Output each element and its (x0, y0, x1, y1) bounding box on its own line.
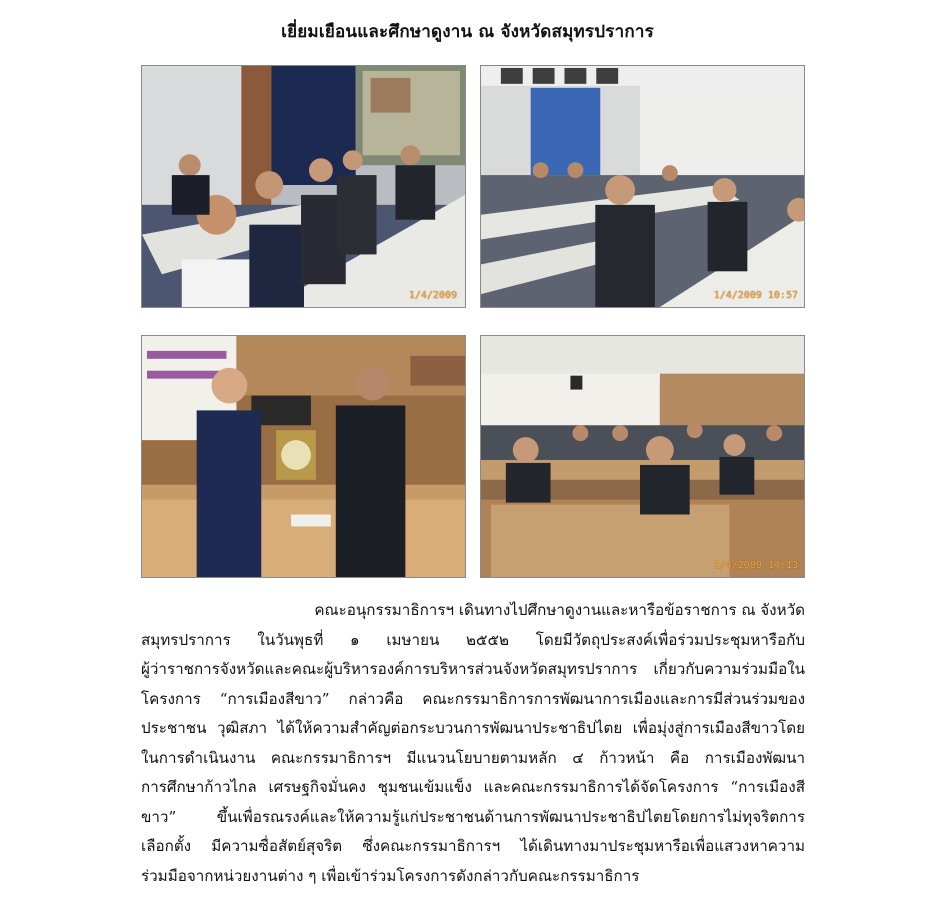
body-line: ผู้ว่าราชการจังหวัดและคณะผู้บริหารองค์การบริหารส่วนจังหวัดสมุทรปราการ เกี่ยวกับความร่วมมือใน (141, 660, 805, 678)
photo-date-stamp: 1/4/2009 14:13 (713, 560, 798, 571)
photo-date-stamp: 1/4/2009 10:57 (713, 290, 798, 301)
body-line: ขาว” ขึ้นเพื่อรณรงค์และให้ความรู้แก่ประชาชนด้านการพัฒนาประชาธิปไตยโดยการไม่ทุจริตการ (141, 807, 805, 826)
page-title: เยี่ยมเยือนและศึกษาดูงาน ณ จังหวัดสมุทรปราการ (281, 22, 654, 42)
meeting-photo-2-image (481, 66, 804, 307)
photo-date-stamp: 1/4/2009 (408, 290, 457, 301)
meeting-photo-2 (480, 65, 805, 308)
meeting-photo-4-image (481, 336, 804, 577)
body-paragraph (141, 596, 805, 891)
body-line: ในการดำเนินงาน คณะกรรมาธิการฯ มีแนวนโยบายตามหลัก ๔ ก้าวหน้า คือ การเมืองพัฒนา (141, 748, 805, 767)
body-line: โครงการ “การเมืองสีขาว” กล่าวคือ คณะกรรมาธิการการพัฒนาการเมืองและการมีส่วนร่วมของ (141, 689, 805, 708)
body-line: คณะอนุกรรมาธิการฯ เดินทางไปศึกษาดูงานและหารือข้อราชการ ณ จังหวัด (314, 601, 805, 619)
meeting-photo-4 (480, 335, 805, 578)
meeting-photo-3-image (142, 336, 465, 577)
body-line: สมุทรปราการ ในวันพุธที่ ๑ เมษายน ๒๕๕๒ โดยมีวัตถุประสงค์เพื่อร่วมประชุมหารือกับ (141, 630, 805, 649)
body-line: เลือกตั้ง มีความซื่อสัตย์สุจริต ซึ่งคณะกรรมาธิการฯ ได้เดินทางมาประชุมหารือเพื่อแสวงหาความ (141, 837, 805, 855)
body-line: ร่วมมือจากหน่วยงานต่าง ๆ เพื่อเข้าร่วมโครงการดังกล่าวกับคณะกรรมาธิการ (141, 866, 640, 885)
meeting-photo-3 (141, 335, 466, 578)
body-line: การศึกษาก้าวไกล เศรษฐกิจมั่นคง ชุมชนเข้มแข็ง และคณะกรรมาธิการได้จัดโครงการ “การเมืองสี (141, 778, 805, 796)
meeting-photo-1-image (142, 66, 465, 307)
body-line: ประชาชน วุฒิสภา ได้ให้ความสำคัญต่อกระบวนการพัฒนาประชาธิปไตย เพื่อมุ่งสู่การเมืองสีขาวโดย (141, 719, 805, 737)
meeting-photo-1 (141, 65, 466, 308)
